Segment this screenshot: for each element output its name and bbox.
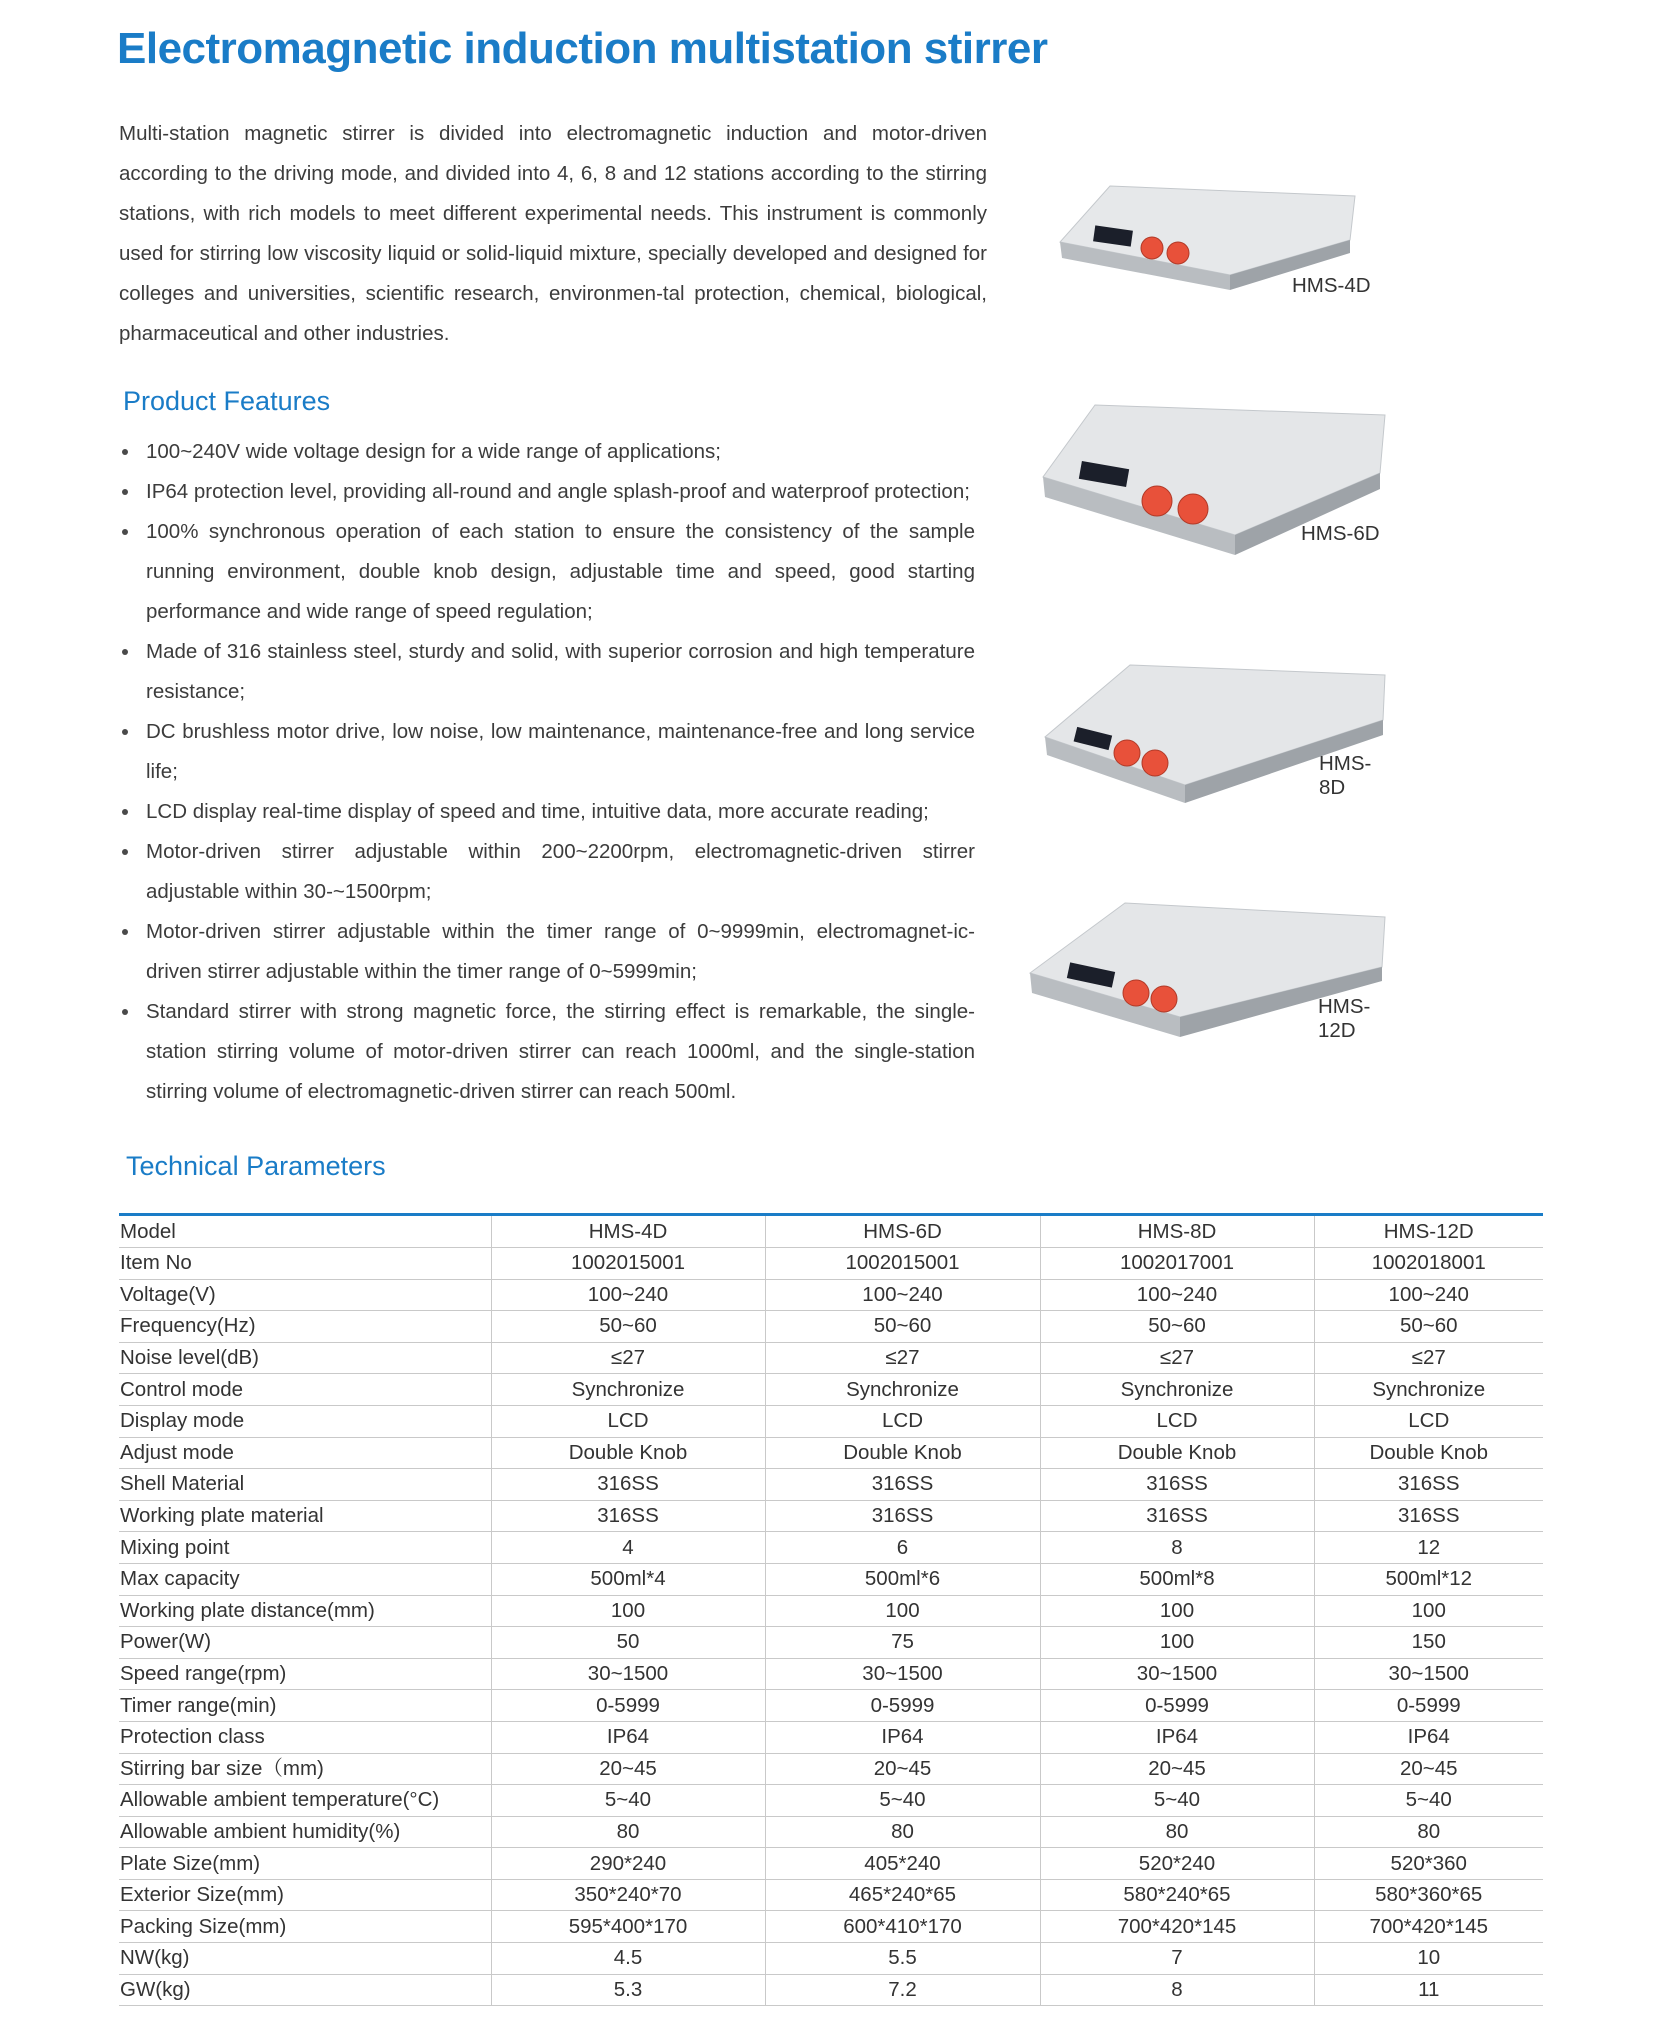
parameter-value: 0-5999	[1040, 1690, 1314, 1722]
parameter-value: 580*360*65	[1314, 1879, 1543, 1911]
parameter-value: 4.5	[491, 1943, 765, 1975]
feature-item: 100% synchronous operation of each station to ensure the consistency of the sample running environment, double knob design, adjustable time and speed, good starting performance and wide range of speed regulation;	[115, 512, 975, 632]
parameter-value: 350*240*70	[491, 1879, 765, 1911]
parameter-name: Model	[119, 1215, 491, 1248]
parameter-name: Packing Size(mm)	[119, 1911, 491, 1943]
parameter-name: GW(kg)	[119, 1974, 491, 2006]
parameter-name: Allowable ambient temperature(°C)	[119, 1785, 491, 1817]
parameter-value: Synchronize	[765, 1374, 1040, 1406]
product-label: HMS-8D	[1319, 752, 1372, 799]
parameter-value: Double Knob	[1314, 1437, 1543, 1469]
parameter-value: Synchronize	[1040, 1374, 1314, 1406]
parameter-value: 100~240	[491, 1279, 765, 1311]
table-row	[119, 1595, 1543, 1627]
parameter-value: HMS-4D	[491, 1215, 765, 1248]
parameter-name: Item No	[119, 1248, 491, 1280]
parameter-value: 8	[1040, 1532, 1314, 1564]
parameter-value: 30~1500	[765, 1658, 1040, 1690]
parameter-value: 100	[765, 1595, 1040, 1627]
parameter-value: 520*360	[1314, 1848, 1543, 1880]
parameter-value: 1002017001	[1040, 1248, 1314, 1280]
parameter-value: 316SS	[1314, 1500, 1543, 1532]
table-row	[119, 1753, 1543, 1785]
table-row	[119, 1342, 1543, 1374]
parameter-name: NW(kg)	[119, 1943, 491, 1975]
parameter-value: 20~45	[1314, 1753, 1543, 1785]
parameter-value: 290*240	[491, 1848, 765, 1880]
parameter-value: 12	[1314, 1532, 1543, 1564]
parameter-value: 316SS	[765, 1500, 1040, 1532]
parameter-value: 500ml*4	[491, 1563, 765, 1595]
parameter-name: Timer range(min)	[119, 1690, 491, 1722]
table-row	[119, 1879, 1543, 1911]
parameter-name: Exterior Size(mm)	[119, 1879, 491, 1911]
parameter-name: Voltage(V)	[119, 1279, 491, 1311]
parameter-name: Working plate distance(mm)	[119, 1595, 491, 1627]
parameter-value: Double Knob	[765, 1437, 1040, 1469]
table-row	[119, 1690, 1543, 1722]
parameter-value: 75	[765, 1627, 1040, 1659]
parameter-value: 5~40	[491, 1785, 765, 1817]
parameter-value: LCD	[491, 1405, 765, 1437]
parameter-value: HMS-12D	[1314, 1215, 1543, 1248]
parameters-heading: Technical Parameters	[126, 1151, 386, 1181]
parameter-name: Shell Material	[119, 1469, 491, 1501]
parameter-name: Working plate material	[119, 1500, 491, 1532]
parameter-value: 1002015001	[765, 1248, 1040, 1280]
parameter-value: 520*240	[1040, 1848, 1314, 1880]
parameter-value: 30~1500	[1314, 1658, 1543, 1690]
product-hms-12d	[1020, 895, 1390, 1055]
parameter-value: 80	[1040, 1816, 1314, 1848]
parameter-value: 7.2	[765, 1974, 1040, 2006]
table-row	[119, 1311, 1543, 1343]
parameter-name: Plate Size(mm)	[119, 1848, 491, 1880]
parameter-value: 80	[765, 1816, 1040, 1848]
table-row	[119, 1374, 1543, 1406]
parameter-value: Double Knob	[491, 1437, 765, 1469]
parameter-value: 20~45	[1040, 1753, 1314, 1785]
parameter-value: 50	[491, 1627, 765, 1659]
feature-item: DC brushless motor drive, low noise, low maintenance, maintenance-free and long service life;	[115, 712, 975, 792]
parameter-value: 465*240*65	[765, 1879, 1040, 1911]
parameter-value: HMS-8D	[1040, 1215, 1314, 1248]
product-label: HMS-4D	[1292, 274, 1371, 297]
parameter-value: 316SS	[1314, 1469, 1543, 1501]
feature-item: Motor-driven stirrer adjustable within the timer range of 0~9999min, electromagnet-ic-driven stirrer adjustable within the timer range of 0~5999min;	[115, 912, 975, 992]
parameter-value: LCD	[765, 1405, 1040, 1437]
parameter-name: Frequency(Hz)	[119, 1311, 491, 1343]
feature-item: LCD display real-time display of speed and time, intuitive data, more accurate reading;	[115, 792, 975, 832]
table-row	[119, 1405, 1543, 1437]
parameter-value: 11	[1314, 1974, 1543, 2006]
parameter-value: 20~45	[491, 1753, 765, 1785]
parameter-name: Protection class	[119, 1721, 491, 1753]
parameter-value: 80	[491, 1816, 765, 1848]
parameter-value: 80	[1314, 1816, 1543, 1848]
table-row	[119, 1911, 1543, 1943]
parameter-value: 5~40	[1040, 1785, 1314, 1817]
table-row	[119, 1721, 1543, 1753]
page-title: Electromagnetic induction multistation stirrer	[117, 24, 1048, 73]
parameter-value: 500ml*12	[1314, 1563, 1543, 1595]
parameter-value: ≤27	[491, 1342, 765, 1374]
parameter-value: 0-5999	[1314, 1690, 1543, 1722]
parameter-value: 50~60	[491, 1311, 765, 1343]
parameter-value: 405*240	[765, 1848, 1040, 1880]
parameter-value: 600*410*170	[765, 1911, 1040, 1943]
parameter-value: IP64	[765, 1721, 1040, 1753]
parameter-value: 5~40	[1314, 1785, 1543, 1817]
feature-item: 100~240V wide voltage design for a wide range of applications;	[115, 432, 975, 472]
parameter-value: LCD	[1040, 1405, 1314, 1437]
parameter-value: Synchronize	[1314, 1374, 1543, 1406]
parameter-value: ≤27	[1314, 1342, 1543, 1374]
parameter-value: 50~60	[1314, 1311, 1543, 1343]
parameter-name: Display mode	[119, 1405, 491, 1437]
parameter-value: 1002015001	[491, 1248, 765, 1280]
parameter-value: 0-5999	[765, 1690, 1040, 1722]
parameter-name: Speed range(rpm)	[119, 1658, 491, 1690]
parameter-value: HMS-6D	[765, 1215, 1040, 1248]
product-hms-6d	[1035, 385, 1395, 575]
parameter-value: 700*420*145	[1040, 1911, 1314, 1943]
parameter-value: 5.5	[765, 1943, 1040, 1975]
parameter-value: 316SS	[765, 1469, 1040, 1501]
parameter-value: 50~60	[1040, 1311, 1314, 1343]
table-row	[119, 1279, 1543, 1311]
table-header-row	[119, 1215, 1543, 1248]
product-hms-4d	[1050, 180, 1390, 320]
feature-item: IP64 protection level, providing all-round and angle splash-proof and waterproof protection;	[115, 472, 975, 512]
parameter-value: IP64	[1040, 1721, 1314, 1753]
parameter-value: 4	[491, 1532, 765, 1564]
parameter-value: 100~240	[1314, 1279, 1543, 1311]
feature-item: Made of 316 stainless steel, sturdy and solid, with superior corrosion and high temperature resistance;	[115, 632, 975, 712]
table-row	[119, 1469, 1543, 1501]
feature-item: Standard stirrer with strong magnetic force, the stirring effect is remarkable, the single-station stirring volume of motor-driven stirrer can reach 1000ml, and the single-station stirring volume of electromagnetic-driven stirrer can reach 500ml.	[115, 992, 975, 1112]
table-row	[119, 1500, 1543, 1532]
parameter-name: Allowable ambient humidity(%)	[119, 1816, 491, 1848]
parameter-value: Synchronize	[491, 1374, 765, 1406]
parameter-value: 30~1500	[1040, 1658, 1314, 1690]
table-row	[119, 1563, 1543, 1595]
product-hms-8d	[1035, 655, 1395, 820]
parameter-value: 100	[491, 1595, 765, 1627]
parameter-value: 580*240*65	[1040, 1879, 1314, 1911]
parameter-name: Mixing point	[119, 1532, 491, 1564]
parameter-value: IP64	[491, 1721, 765, 1753]
parameters-table	[119, 1213, 1543, 2006]
parameter-value: 100	[1040, 1627, 1314, 1659]
parameter-value: 50~60	[765, 1311, 1040, 1343]
table-row	[119, 1248, 1543, 1280]
parameter-value: Double Knob	[1040, 1437, 1314, 1469]
parameter-name: Power(W)	[119, 1627, 491, 1659]
parameter-name: Adjust mode	[119, 1437, 491, 1469]
features-heading: Product Features	[123, 386, 331, 416]
parameter-value: 100~240	[1040, 1279, 1314, 1311]
table-row	[119, 1974, 1543, 2006]
parameter-value: 500ml*8	[1040, 1563, 1314, 1595]
table-row	[119, 1437, 1543, 1469]
table-row	[119, 1532, 1543, 1564]
parameter-value: 316SS	[1040, 1500, 1314, 1532]
product-label: HMS-12D	[1318, 995, 1371, 1042]
parameter-value: 700*420*145	[1314, 1911, 1543, 1943]
parameter-value: 0-5999	[491, 1690, 765, 1722]
feature-item: Motor-driven stirrer adjustable within 200~2200rpm, electromagnetic-driven stirrer adjustable within 30-~1500rpm;	[115, 832, 975, 912]
parameter-value: 316SS	[1040, 1469, 1314, 1501]
table-row	[119, 1943, 1543, 1975]
parameter-value: 316SS	[491, 1469, 765, 1501]
table-row	[119, 1658, 1543, 1690]
table-row	[119, 1785, 1543, 1817]
table-row	[119, 1816, 1543, 1848]
parameter-value: ≤27	[765, 1342, 1040, 1374]
parameter-value: IP64	[1314, 1721, 1543, 1753]
parameter-value: 595*400*170	[491, 1911, 765, 1943]
parameter-value: 100~240	[765, 1279, 1040, 1311]
intro-paragraph: Multi-station magnetic stirrer is divided into electromagnetic induction and motor-driven according to the driving mode, and divided into 4, 6, 8 and 12 stations according to the stirring stations, with rich models to meet different experimental needs. This instrument is commonly used for stirring low viscosity liquid or solid-liquid mixture, specially developed and designed for colleges and universities, scientific research, environmen-tal protection, chemical, biological, pharmaceutical and other industries.	[119, 122, 987, 345]
parameter-value: 6	[765, 1532, 1040, 1564]
parameter-value: 1002018001	[1314, 1248, 1543, 1280]
parameter-value: 316SS	[491, 1500, 765, 1532]
parameter-value: 500ml*6	[765, 1563, 1040, 1595]
table-row	[119, 1848, 1543, 1880]
parameter-value: 10	[1314, 1943, 1543, 1975]
parameter-value: 100	[1314, 1595, 1543, 1627]
parameter-name: Stirring bar size（mm)	[119, 1753, 491, 1785]
parameter-name: Noise level(dB)	[119, 1342, 491, 1374]
table-row	[119, 1627, 1543, 1659]
parameter-name: Max capacity	[119, 1563, 491, 1595]
parameter-name: Control mode	[119, 1374, 491, 1406]
parameter-value: 5.3	[491, 1974, 765, 2006]
parameter-value: ≤27	[1040, 1342, 1314, 1374]
features-list	[115, 432, 975, 1112]
parameter-value: LCD	[1314, 1405, 1543, 1437]
parameter-value: 30~1500	[491, 1658, 765, 1690]
parameter-value: 100	[1040, 1595, 1314, 1627]
parameter-value: 8	[1040, 1974, 1314, 2006]
parameter-value: 5~40	[765, 1785, 1040, 1817]
product-label: HMS-6D	[1301, 522, 1380, 545]
parameter-value: 7	[1040, 1943, 1314, 1975]
parameter-value: 20~45	[765, 1753, 1040, 1785]
parameter-value: 150	[1314, 1627, 1543, 1659]
